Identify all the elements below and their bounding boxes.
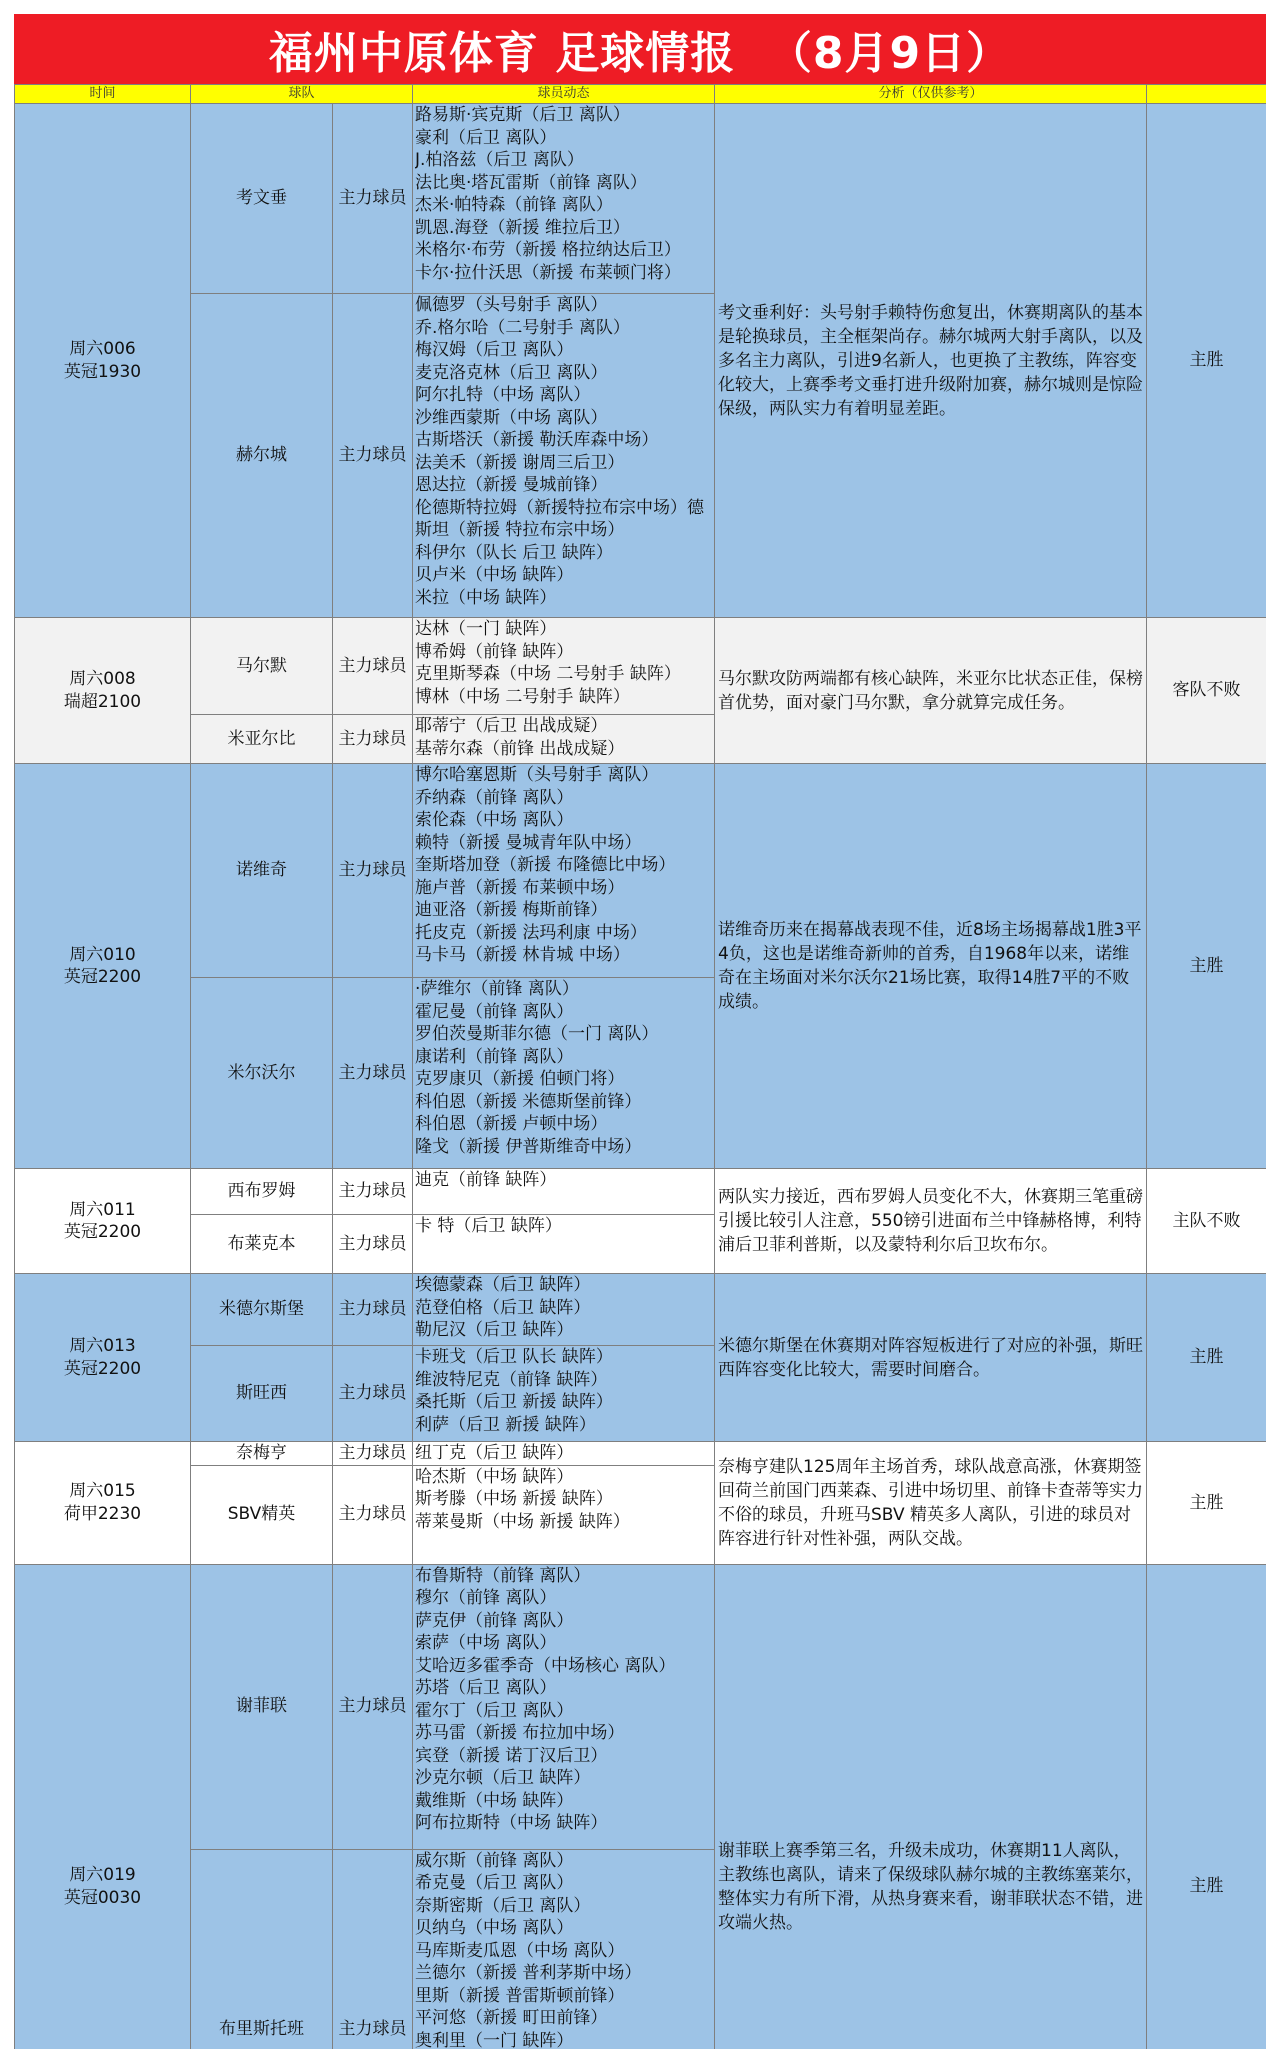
- player-news-item: 米拉（中场 缺阵）: [415, 587, 557, 608]
- player-news-item: 法比奥·塔瓦雷斯（前锋 离队）: [415, 172, 647, 193]
- prediction-result: 主胜: [1147, 1274, 1266, 1442]
- player-news-list: [415, 1565, 712, 1849]
- player-news-cell: [413, 294, 715, 618]
- player-news-item: 恩达拉（新援 曼城前锋）: [415, 475, 608, 495]
- player-news-item: 科伊尔（队长 后卫 缺阵）: [415, 542, 613, 563]
- match-time-line: 英冠1930: [63, 361, 142, 382]
- player-news-item: 达林（一门 缺阵）: [415, 619, 557, 639]
- player-news-item: 萨克伊（前锋 离队）: [415, 1610, 574, 1631]
- player-news-item: 兰德尔（新援 普利茅斯中场）: [415, 1963, 642, 1983]
- player-news-item: 索伦森（中场 离队）: [415, 810, 574, 830]
- player-news-list: [415, 715, 712, 763]
- match-time-line: 周六006: [69, 339, 136, 359]
- match-row: [15, 764, 1267, 978]
- player-news-list: [415, 618, 712, 714]
- team-role: 主力球员: [333, 764, 413, 978]
- player-news-item: 梅汉姆（后卫 离队）: [415, 340, 574, 360]
- player-news-item: 宾登（新援 诺丁汉后卫）: [415, 1745, 608, 1766]
- player-news-item: 博希姆（前锋 缺阵）: [415, 641, 574, 662]
- match-time-line: 周六011: [69, 1199, 136, 1220]
- player-news-item: 乔.格尔哈（二号射手 离队）: [415, 317, 630, 338]
- player-news-item: 霍尼曼（前锋 离队）: [415, 1001, 574, 1022]
- player-news-list: [415, 104, 712, 293]
- team-name: 米德尔斯堡: [191, 1274, 333, 1346]
- player-news-item: 隆戈（新援 伊普斯维奇中场）: [415, 1136, 642, 1157]
- player-news-item: 施卢普（新援 布莱顿中场）: [415, 877, 625, 898]
- match-row: [15, 618, 1267, 715]
- header-result: [1147, 85, 1266, 104]
- player-news-item: 霍尔丁（后卫 离队）: [415, 1700, 574, 1721]
- match-time-cell: [15, 764, 191, 1169]
- player-news-item: 里斯（新援 普雷斯顿前锋）: [415, 1985, 625, 2006]
- player-news-item: 古斯塔沃（新援 勒沃库森中场）: [415, 430, 659, 450]
- player-news-item: 戴维斯（中场 缺阵）: [415, 1790, 574, 1811]
- player-news-item: 希克曼（后卫 离队）: [415, 1873, 574, 1893]
- player-news-item: 米格尔·布劳（新援 格拉纳达后卫）: [415, 240, 681, 260]
- player-news-item: 康诺利（前锋 离队）: [415, 1046, 574, 1067]
- match-time-line: 周六008: [69, 669, 136, 689]
- player-news-item: 迪亚洛（新援 梅斯前锋）: [415, 900, 608, 920]
- player-news-cell: [413, 764, 715, 978]
- match-time-line: 英冠2200: [63, 967, 142, 987]
- prediction-result: 主胜: [1147, 1564, 1266, 2049]
- player-news-cell: [413, 1346, 715, 1442]
- player-news-item: 基蒂尔森（前锋 出战成疑）: [415, 738, 625, 759]
- match-row: [15, 1274, 1267, 1346]
- player-news-item: 维波特尼克（前锋 缺阵）: [415, 1369, 608, 1390]
- player-news-list: [415, 1850, 712, 2049]
- team-name: 西布罗姆: [191, 1169, 333, 1215]
- match-time-cell: [15, 1564, 191, 2049]
- header-players: 球员动态: [413, 85, 715, 104]
- player-news-item: 勒尼汉（后卫 缺阵）: [415, 1320, 574, 1340]
- team-name: 斯旺西: [191, 1346, 333, 1442]
- intel-table: [14, 84, 1266, 2049]
- header-row: [15, 85, 1267, 104]
- match-time-cell: [15, 1169, 191, 1274]
- player-news-cell: [413, 1274, 715, 1346]
- team-role: 主力球员: [333, 1564, 413, 1849]
- intel-table-container: [14, 84, 1266, 2049]
- player-news-list: [415, 1169, 712, 1214]
- player-news-item: 科伯恩（新援 卢顿中场）: [415, 1114, 608, 1134]
- team-name: 布里斯托班: [191, 1849, 333, 2049]
- player-news-item: 埃德蒙森（后卫 缺阵）: [415, 1275, 591, 1295]
- player-news-item: 迪克（前锋 缺阵）: [415, 1170, 557, 1190]
- player-news-item: J.柏洛兹（后卫 离队）: [415, 150, 584, 170]
- player-news-cell: [413, 978, 715, 1169]
- player-news-item: ·萨维尔（前锋 离队）: [415, 979, 579, 999]
- team-role: 主力球员: [333, 1169, 413, 1215]
- player-news-item: 范登伯格（后卫 缺阵）: [415, 1297, 591, 1318]
- player-news-item: 阿尔扎特（中场 离队）: [415, 385, 591, 405]
- player-news-item: 博林（中场 二号射手 缺阵）: [415, 686, 630, 707]
- header-team: 球队: [191, 85, 413, 104]
- match-time-line: 瑞超2100: [63, 691, 142, 712]
- match-row: [15, 1564, 1267, 1849]
- team-name: 奈梅亨: [191, 1442, 333, 1466]
- team-role: 主力球员: [333, 1465, 413, 1564]
- player-news-list: [415, 1346, 712, 1441]
- team-role: 主力球员: [333, 978, 413, 1169]
- player-news-item: 法美禾（新援 谢周三后卫）: [415, 452, 625, 473]
- prediction-result: 主胜: [1147, 764, 1266, 1169]
- team-name: 米亚尔比: [191, 715, 333, 764]
- match-time-cell: [15, 618, 191, 764]
- player-news-item: 奎斯塔加登（新援 布隆德比中场）: [415, 855, 676, 875]
- player-news-item: 托皮克（新援 法玛利康 中场）: [415, 922, 647, 943]
- team-role: 主力球员: [333, 294, 413, 618]
- player-news-item: 穆尔（前锋 离队）: [415, 1588, 557, 1608]
- player-news-item: 路易斯·宾克斯（后卫 离队）: [415, 105, 630, 125]
- player-news-item: 罗伯茨曼斯菲尔德（一门 离队）: [415, 1024, 659, 1044]
- player-news-item: 斯考滕（中场 新援 缺阵）: [415, 1489, 613, 1509]
- player-news-list: [415, 294, 712, 617]
- player-news-item: 贝卢米（中场 缺阵）: [415, 565, 574, 585]
- team-role: 主力球员: [333, 1442, 413, 1466]
- player-news-cell: [413, 1442, 715, 1466]
- match-time-line: 英冠0030: [63, 1887, 142, 1908]
- analysis-text: 米德尔斯堡在休赛期对阵容短板进行了对应的补强，斯旺西阵容变化比较大，需要时间磨合。: [715, 1274, 1147, 1442]
- player-news-cell: [413, 104, 715, 294]
- player-news-list: [415, 1466, 712, 1564]
- player-news-item: 麦克洛克林（后卫 离队）: [415, 362, 608, 383]
- prediction-result: 客队不败: [1147, 618, 1266, 764]
- match-time-line: 英冠2200: [63, 1358, 142, 1379]
- match-row: [15, 1442, 1267, 1466]
- player-news-item: 豪利（后卫 离队）: [415, 127, 557, 148]
- player-news-item: 科伯恩（新援 米德斯堡前锋）: [415, 1091, 642, 1112]
- player-news-item: 阿布拉斯特（中场 缺阵）: [415, 1813, 608, 1833]
- player-news-item: 伦德斯特拉姆（新援特拉布宗中场）德: [415, 497, 705, 518]
- player-news-list: [415, 764, 712, 977]
- player-news-cell: [413, 715, 715, 764]
- player-news-item: 卡班戈（后卫 队长 缺阵）: [415, 1347, 613, 1367]
- team-name: 诺维奇: [191, 764, 333, 978]
- analysis-text: 奈梅亨建队125周年主场首秀，球队战意高涨，休赛期签回荷兰前国门西莱森、引进中场切里、前锋卡查蒂等实力不俗的球员，升班马SBV 精英多人离队，引进的球员对阵容进行针对性补强，两队交战。: [715, 1442, 1147, 1565]
- prediction-result: 主胜: [1147, 1442, 1266, 1565]
- match-time-cell: [15, 104, 191, 618]
- header-analysis: 分析（仅供参考）: [715, 85, 1147, 104]
- player-news-item: 桑托斯（后卫 新援 缺阵）: [415, 1392, 613, 1412]
- match-time-line: 英冠2200: [63, 1222, 142, 1242]
- team-role: 主力球员: [333, 1849, 413, 2049]
- player-news-item: 乔纳森（前锋 离队）: [415, 787, 574, 808]
- player-news-list: [415, 1274, 712, 1345]
- player-news-item: 纽丁克（后卫 缺阵）: [415, 1443, 574, 1462]
- player-news-item: 索萨（中场 离队）: [415, 1633, 557, 1653]
- player-news-item: 贝纳乌（中场 离队）: [415, 1918, 574, 1938]
- player-news-item: 克罗康贝（新援 伯顿门将）: [415, 1069, 625, 1089]
- team-role: 主力球员: [333, 715, 413, 764]
- player-news-cell: [413, 1215, 715, 1274]
- team-name: 谢菲联: [191, 1564, 333, 1849]
- player-news-item: 蒂莱曼斯（中场 新援 缺阵）: [415, 1511, 630, 1532]
- player-news-item: 佩德罗（头号射手 离队）: [415, 295, 608, 315]
- player-news-item: 克里斯琴森（中场 二号射手 缺阵）: [415, 664, 681, 684]
- player-news-cell: [413, 618, 715, 715]
- player-news-item: 沙克尔顿（后卫 缺阵）: [415, 1768, 591, 1788]
- player-news-list: [415, 978, 712, 1168]
- team-name: 考文垂: [191, 104, 333, 294]
- player-news-item: 马卡马（新援 林肯城 中场）: [415, 945, 630, 965]
- analysis-text: 两队实力接近，西布罗姆人员变化不大，休赛期三笔重磅引援比较引人注意，550镑引进面布兰中锋赫格博，利特浦后卫菲利普斯，以及蒙特利尔后卫坎布尔。: [715, 1169, 1147, 1274]
- player-news-item: 苏塔（后卫 离队）: [415, 1678, 557, 1698]
- player-news-item: 平河悠（新援 町田前锋）: [415, 2008, 608, 2028]
- player-news-item: 布鲁斯特（前锋 离队）: [415, 1565, 591, 1586]
- match-time-line: 周六019: [69, 1865, 136, 1885]
- player-news-cell: [413, 1169, 715, 1215]
- player-news-item: 卡 特（后卫 缺阵）: [415, 1216, 562, 1236]
- team-name: SBV精英: [191, 1465, 333, 1564]
- player-news-cell: [413, 1564, 715, 1849]
- player-news-item: 艾哈迈多霍季奇（中场核心 离队）: [415, 1655, 676, 1676]
- header-time: 时间: [15, 85, 191, 104]
- match-time-cell: [15, 1442, 191, 1565]
- team-role: 主力球员: [333, 1346, 413, 1442]
- team-role: 主力球员: [333, 104, 413, 294]
- page-title: 福州中原体育 足球情报 （8月9日）: [14, 14, 1266, 84]
- player-news-item: 赖特（新援 曼城青年队中场）: [415, 832, 642, 853]
- team-name: 赫尔城: [191, 294, 333, 618]
- player-news-item: 沙维西蒙斯（中场 离队）: [415, 407, 608, 428]
- match-time-line: 周六010: [69, 944, 136, 965]
- match-time-cell: [15, 1274, 191, 1442]
- team-role: 主力球员: [333, 1215, 413, 1274]
- player-news-cell: [413, 1849, 715, 2049]
- player-news-item: 耶蒂宁（后卫 出战成疑）: [415, 716, 608, 736]
- team-name: 布莱克本: [191, 1215, 333, 1274]
- analysis-text: 考文垂利好：头号射手赖特伤愈复出，休赛期离队的基本是轮换球员，主全框架尚存。赫尔城两大射手离队，以及多名主力离队，引进9名新人，也更换了主教练，阵容变化较大，上赛季考文垂打进升级附加赛，赫尔城则是惊险保级，两队实力有着明显差距。: [715, 104, 1147, 618]
- player-news-item: 卡尔·拉什沃思（新援 布莱顿门将）: [415, 262, 681, 283]
- match-time-line: 周六013: [69, 1336, 136, 1356]
- player-news-list: [415, 1442, 712, 1462]
- team-name: 马尔默: [191, 618, 333, 715]
- match-row: [15, 104, 1267, 294]
- team-role: 主力球员: [333, 1274, 413, 1346]
- player-news-item: 奥利里（一门 缺阵）: [415, 2030, 574, 2049]
- player-news-item: 奈斯密斯（后卫 离队）: [415, 1895, 591, 1916]
- team-name: 米尔沃尔: [191, 978, 333, 1169]
- match-row: [15, 1169, 1267, 1215]
- team-role: 主力球员: [333, 618, 413, 715]
- player-news-item: 斯坦（新援 特拉布宗中场）: [415, 520, 625, 540]
- prediction-result: 主胜: [1147, 104, 1266, 618]
- player-news-item: 凯恩.海登（新援 维拉后卫）: [415, 217, 630, 238]
- player-news-item: 哈杰斯（中场 缺阵）: [415, 1466, 574, 1487]
- player-news-item: 杰米·帕特森（前锋 离队）: [415, 195, 613, 215]
- player-news-item: 利萨（后卫 新援 缺阵）: [415, 1414, 596, 1435]
- player-news-item: 博尔哈塞恩斯（头号射手 离队）: [415, 765, 659, 785]
- match-time-line: 周六015: [69, 1481, 136, 1502]
- player-news-list: [415, 1215, 712, 1273]
- analysis-text: 诺维奇历来在揭幕战表现不佳，近8场主场揭幕战1胜3平4负，这也是诺维奇新帅的首秀，自1968年以来，诺维奇在主场面对米尔沃尔21场比赛，取得14胜7平的不败成绩。: [715, 764, 1147, 1169]
- prediction-result: 主队不败: [1147, 1169, 1266, 1274]
- analysis-text: 谢菲联上赛季第三名，升级未成功，休赛期11人离队，主教练也离队，请来了保级球队赫尔城的主教练塞莱尔，整体实力有所下滑，从热身赛来看，谢菲联状态不错，进攻端火热。: [715, 1564, 1147, 2049]
- analysis-text: 马尔默攻防两端都有核心缺阵，米亚尔比状态正佳，保榜首优势，面对豪门马尔默，拿分就算完成任务。: [715, 618, 1147, 764]
- player-news-cell: [413, 1465, 715, 1564]
- match-time-line: 荷甲2230: [63, 1503, 142, 1524]
- player-news-item: 苏马雷（新援 布拉加中场）: [415, 1723, 625, 1743]
- player-news-item: 马库斯麦瓜恩（中场 离队）: [415, 1940, 625, 1961]
- player-news-item: 威尔斯（前锋 离队）: [415, 1850, 574, 1871]
